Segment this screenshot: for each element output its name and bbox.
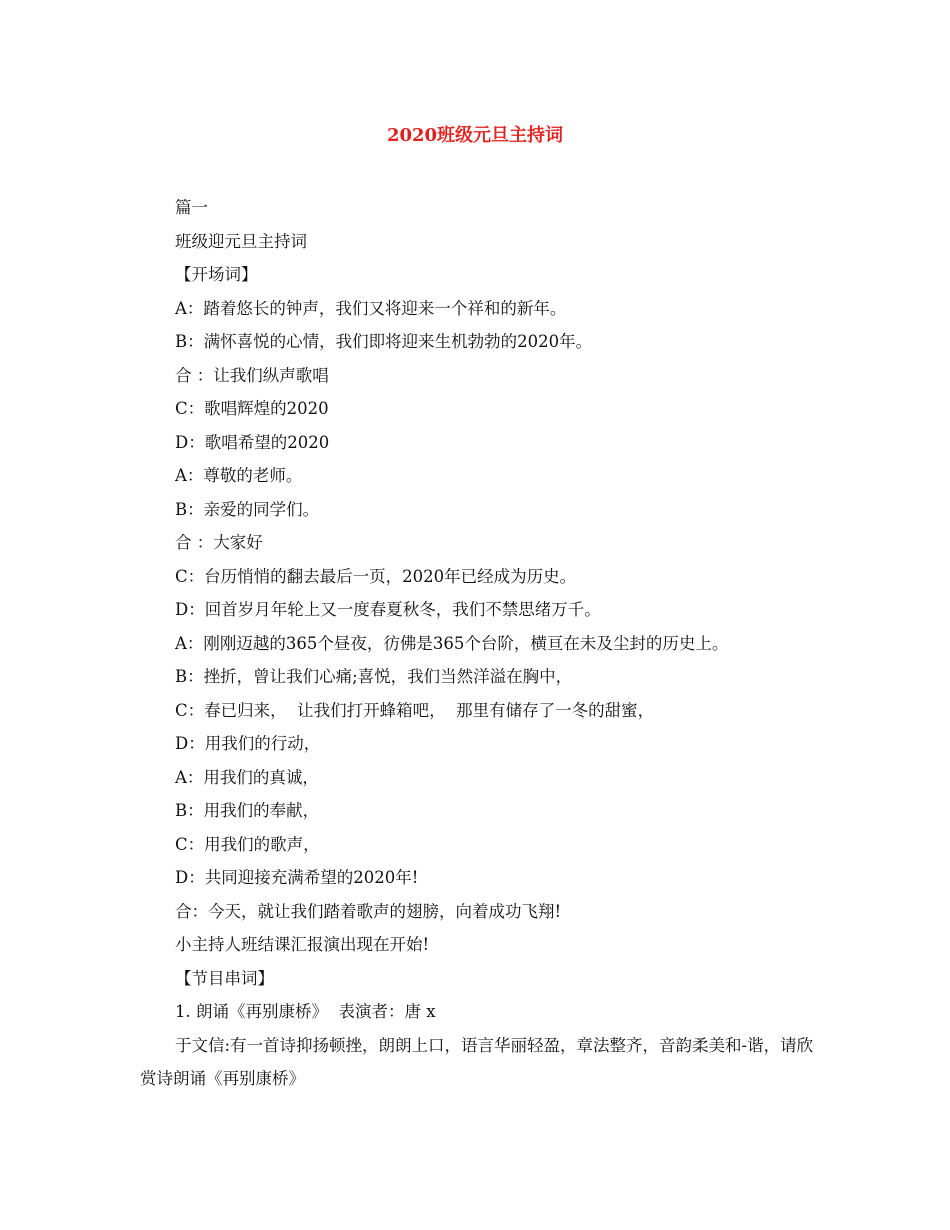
text-line: 合 ：大家好 — [175, 533, 263, 552]
text-line: C：春已归来， 让我们打开蜂箱吧， 那里有储存了一冬的甜蜜， — [175, 700, 655, 720]
text-line: D：共同迎接充满希望的2020年! — [175, 868, 419, 887]
text-line: D：回首岁月年轮上又一度春夏秋冬，我们不禁思绪万千。 — [175, 600, 601, 619]
text-line: A：刚刚迈越的365个昼夜，彷佛是365个台阶，横亘在未及尘封的历史上。 — [175, 633, 729, 653]
text-line: 班级迎元旦主持词 — [175, 231, 307, 251]
text-line: A：踏着悠长的钟声，我们又将迎来一个祥和的新年。 — [175, 298, 567, 318]
text-line: A：尊敬的老师。 — [175, 466, 303, 485]
text-paragraph: 于文信:有一首诗抑扬顿挫，朗朗上口，语言华丽轻盈，章法整齐，音韵柔美和-谐，请欣赏诗朗诵《再别康桥》 — [140, 1035, 814, 1088]
text-line: B：亲爱的同学们。 — [175, 499, 320, 519]
document-body — [140, 191, 820, 1096]
text-line: D：用我们的行动， — [175, 734, 321, 753]
section-heading: 【节目串词】 — [175, 968, 274, 988]
text-line: 篇一 — [175, 198, 208, 217]
text-line: 1. 朗诵《再别康桥》 表演者：唐 x — [175, 1002, 436, 1021]
text-line: B：用我们的奉献， — [175, 801, 320, 820]
text-line: 合 ：让我们纵声歌唱 — [175, 365, 329, 385]
text-line: 小主持人班结课汇报演出现在开始! — [175, 935, 430, 954]
text-line: C：用我们的歌声， — [175, 834, 320, 854]
text-line: 合：今天，就让我们踏着歌声的翅膀，向着成功飞翔! — [175, 901, 562, 921]
text-line: A：用我们的真诚， — [175, 767, 319, 787]
document-title: 2020班级元旦主持词 — [386, 125, 564, 146]
text-line: C：歌唱辉煌的2020 — [175, 399, 329, 418]
text-line: D：歌唱希望的2020 — [175, 432, 330, 452]
section-heading: 【开场词】 — [175, 265, 258, 284]
text-line: C：台历悄悄的翻去最后一页，2020年已经成为历史。 — [175, 566, 577, 586]
text-line: B：挫折，曾让我们心痛;喜悦，我们当然洋溢在胸中， — [175, 667, 573, 686]
text-line: B：满怀喜悦的心情，我们即将迎来生机勃勃的2020年。 — [175, 332, 593, 351]
